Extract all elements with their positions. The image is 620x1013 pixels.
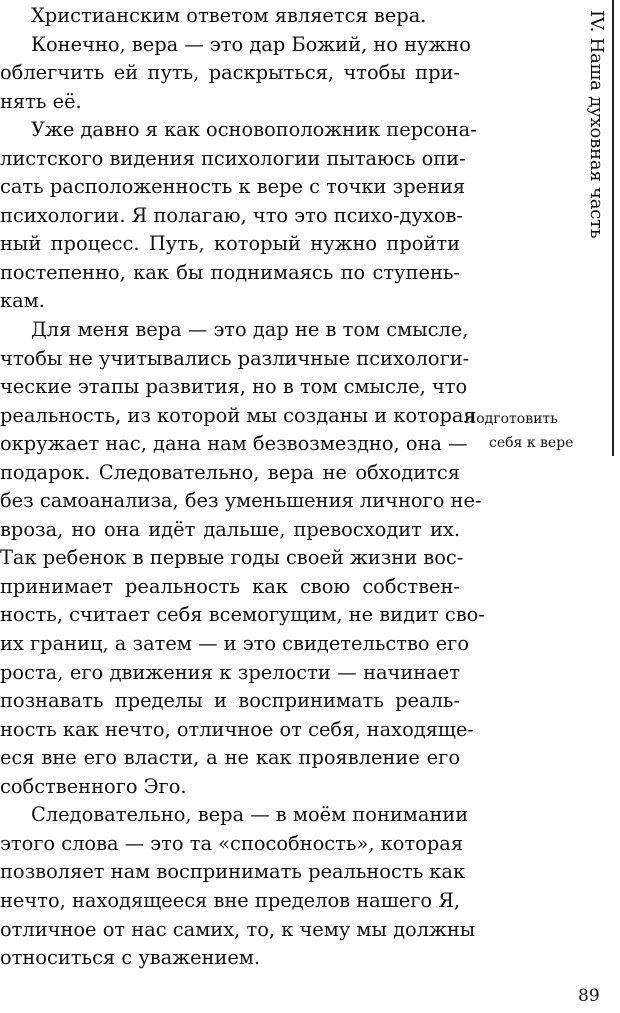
text-line: Христианским ответом является вера. [31,4,427,27]
text-line: психологии. Я полагаю, что это психо-духов- [0,203,463,227]
text-line: Так ребенок в первые годы своей жизни вос- [0,546,464,570]
text-line: кам. [0,289,45,313]
margin-note-line: себя к вере [489,435,574,451]
text-line: ный процесс. Путь, который нужно пройти [0,232,460,256]
text-line: этого слова — это та «способность», которая [0,831,464,855]
text-line: нять её. [0,89,82,113]
text-line: отличное от нас самих, то, к чему мы должны [0,917,476,941]
text-line: реальность, из которой мы созданы и которая [0,403,476,427]
text-line: позволяет нам воспринимать реальность как [0,860,466,884]
text-line: ность, считает себя всемогущим, не видит сво- [0,603,485,627]
text-line: облегчить ей путь, раскрыться, чтобы при- [0,61,460,85]
text-line: роста, его движения к зрелости — начинает [0,660,460,684]
text-line: еся вне его власти, а не как проявление его [0,746,460,770]
text-line: их границ, а затем — и это свидетельство его [0,632,470,656]
text-line: Для меня вера — это дар не в том смысле, [31,318,469,342]
text-line: вроза, но она идёт дальше, превосходит их. [0,517,460,541]
running-head: IV. Наша духовная часть [586,10,607,239]
text-line: без самоанализа, без уменьшения личного не- [0,489,482,513]
text-line: собственного Эго. [0,774,187,798]
text-line: относиться с уважением. [0,946,261,970]
body-text [0,2,485,973]
text-line: ческие этапы развития, но в том смысле, что [0,375,468,399]
text-line: окружает нас, дана нам безвозмездно, она — [0,432,468,456]
text-line: Уже давно я как основоположник персона- [31,118,477,142]
text-line: Конечно, вера — это дар Божий, но нужно [31,32,471,56]
text-line: Следовательно, вера — в моём понимании [31,803,469,827]
text-line: ность как нечто, отличное от себя, находяще- [0,717,474,741]
text-line: познавать пределы и воспринимать реаль- [0,689,460,713]
text-line: постепенно, как бы поднимаясь по ступень- [0,260,460,284]
text-line: листского видения психологии пытаюсь опи- [0,146,466,170]
page-number: 89 [578,986,600,1006]
text-line: подарок. Следовательно, вера не обходится [0,460,460,484]
text-line: чтобы не учитывались различные психологи- [0,346,470,370]
text-line: сать расположенность к вере с точки зрения [0,175,466,199]
text-line: нечто, находящееся вне пределов нашего Я, [0,888,461,912]
margin-note [464,407,594,455]
margin-note-line: Подготовить [464,411,558,427]
text-line: принимает реальность как свою собствен- [0,574,460,598]
side-rule [612,0,614,456]
